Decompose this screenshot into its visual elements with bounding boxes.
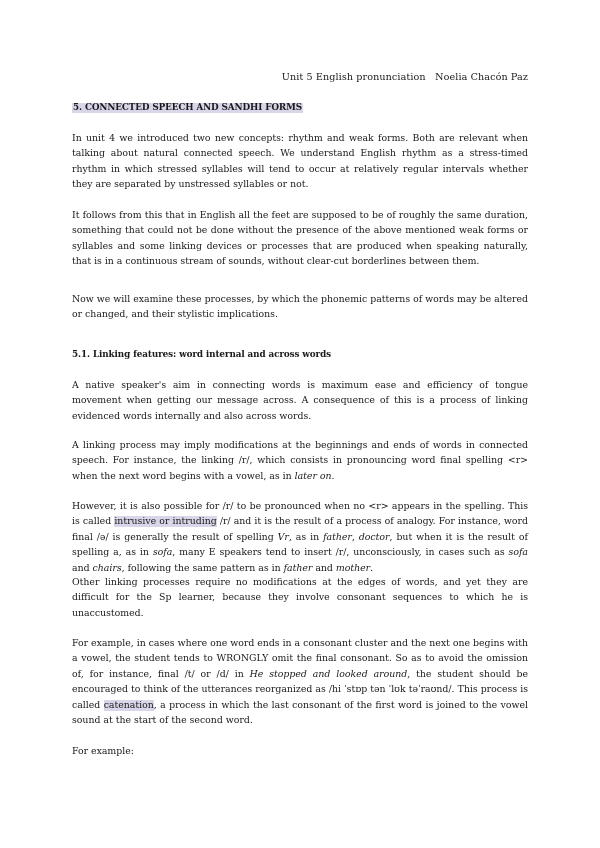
paragraph-other-linking: Other linking processes require no modifications at the edges of words, and yet they are difficult for the Sp learner, because they involve consonant sequences to which he is unaccustomed. [72,577,528,619]
paragraph-native-speaker: A native speaker's aim in connecting words is maximum ease and efficiency of tongue movement when getting our message across. A consequence of this is a process of linking evidenced words internally and also across words. [72,380,528,422]
highlight-catenation: catenation [103,699,154,711]
section-title: 5. CONNECTED SPEECH AND SANDHI FORMS [73,103,302,113]
example-sentence: He stopped and looked around [249,668,408,680]
subsection-title: 5.1. Linking features: word internal and across words [72,350,331,360]
page-header [282,72,528,83]
header-unit: Unit 5 English pronunciation [281,72,426,83]
header-author: Noelia Chacón Paz [435,72,528,83]
paragraph-processes: Now we will examine these processes, by which the phonemic patterns of words may be altered or changed, and their stylistic implications. [72,294,528,321]
paragraph-feet-duration: It follows from this that in English all the feet are supposed to be of roughly the same duration, something that could not be done without the presence of the above mentioned weak forms or syllables and some linking devices or processes that are produced when speaking naturally, that is in a continuous stream of sounds, without clear-cut borderlines between them. [72,210,528,268]
highlight-intrusive: intrusive or intruding [114,516,217,528]
paragraph-intro: In unit 4 we introduced two new concepts: rhythm and weak forms. Both are relevant when talking about natural connected speech. We understand English rhythm as a stress-timed rhythm in which stressed syllables will tend to occur at relatively regular intervals whether they are separated by unstressed syllables or not. [72,133,528,191]
paragraph-intrusive-r: However, it is also possible for /r/ to be pronounced when no <r> appears in the spelling. This is called intrusive or intruding /r/ and it is the result of a process of analogy. For instance, word final /ə/ is generally the result of spelling Vr, as in father, doctor, but when it is the result of spelling a, as in sofa, many E speakers tend to insert /r/, unconsciously, in cases such as sofa and chairs, following the same pattern as in father and mother. [72,501,529,574]
example-later-on: later on [294,470,332,482]
paragraph-for-example: For example: [72,746,134,757]
paragraph-linking-r: A linking process may imply modifications at the beginnings and ends of words in connected speech. For instance, the linking /r/, which consists in pronouncing word final spelling <r> when the next word begins with a vowel, as in later on. [72,440,528,482]
paragraph-catenation: For example, in cases where one word ends in a consonant cluster and the next one begins with a vowel, the student tends to WRONGLY omit the final consonant. So as to avoid the omission of, for instance, final /t/ or /d/ in He stopped and looked around, the student should be encouraged to think of the utterances reorganized as /hi ˈstɒp tən ˈlʊk təˈraʊnd/. This process is called catenation, a process in which the last consonant of the first word is joined to the vowel sound at the start of the second word. [72,638,528,727]
